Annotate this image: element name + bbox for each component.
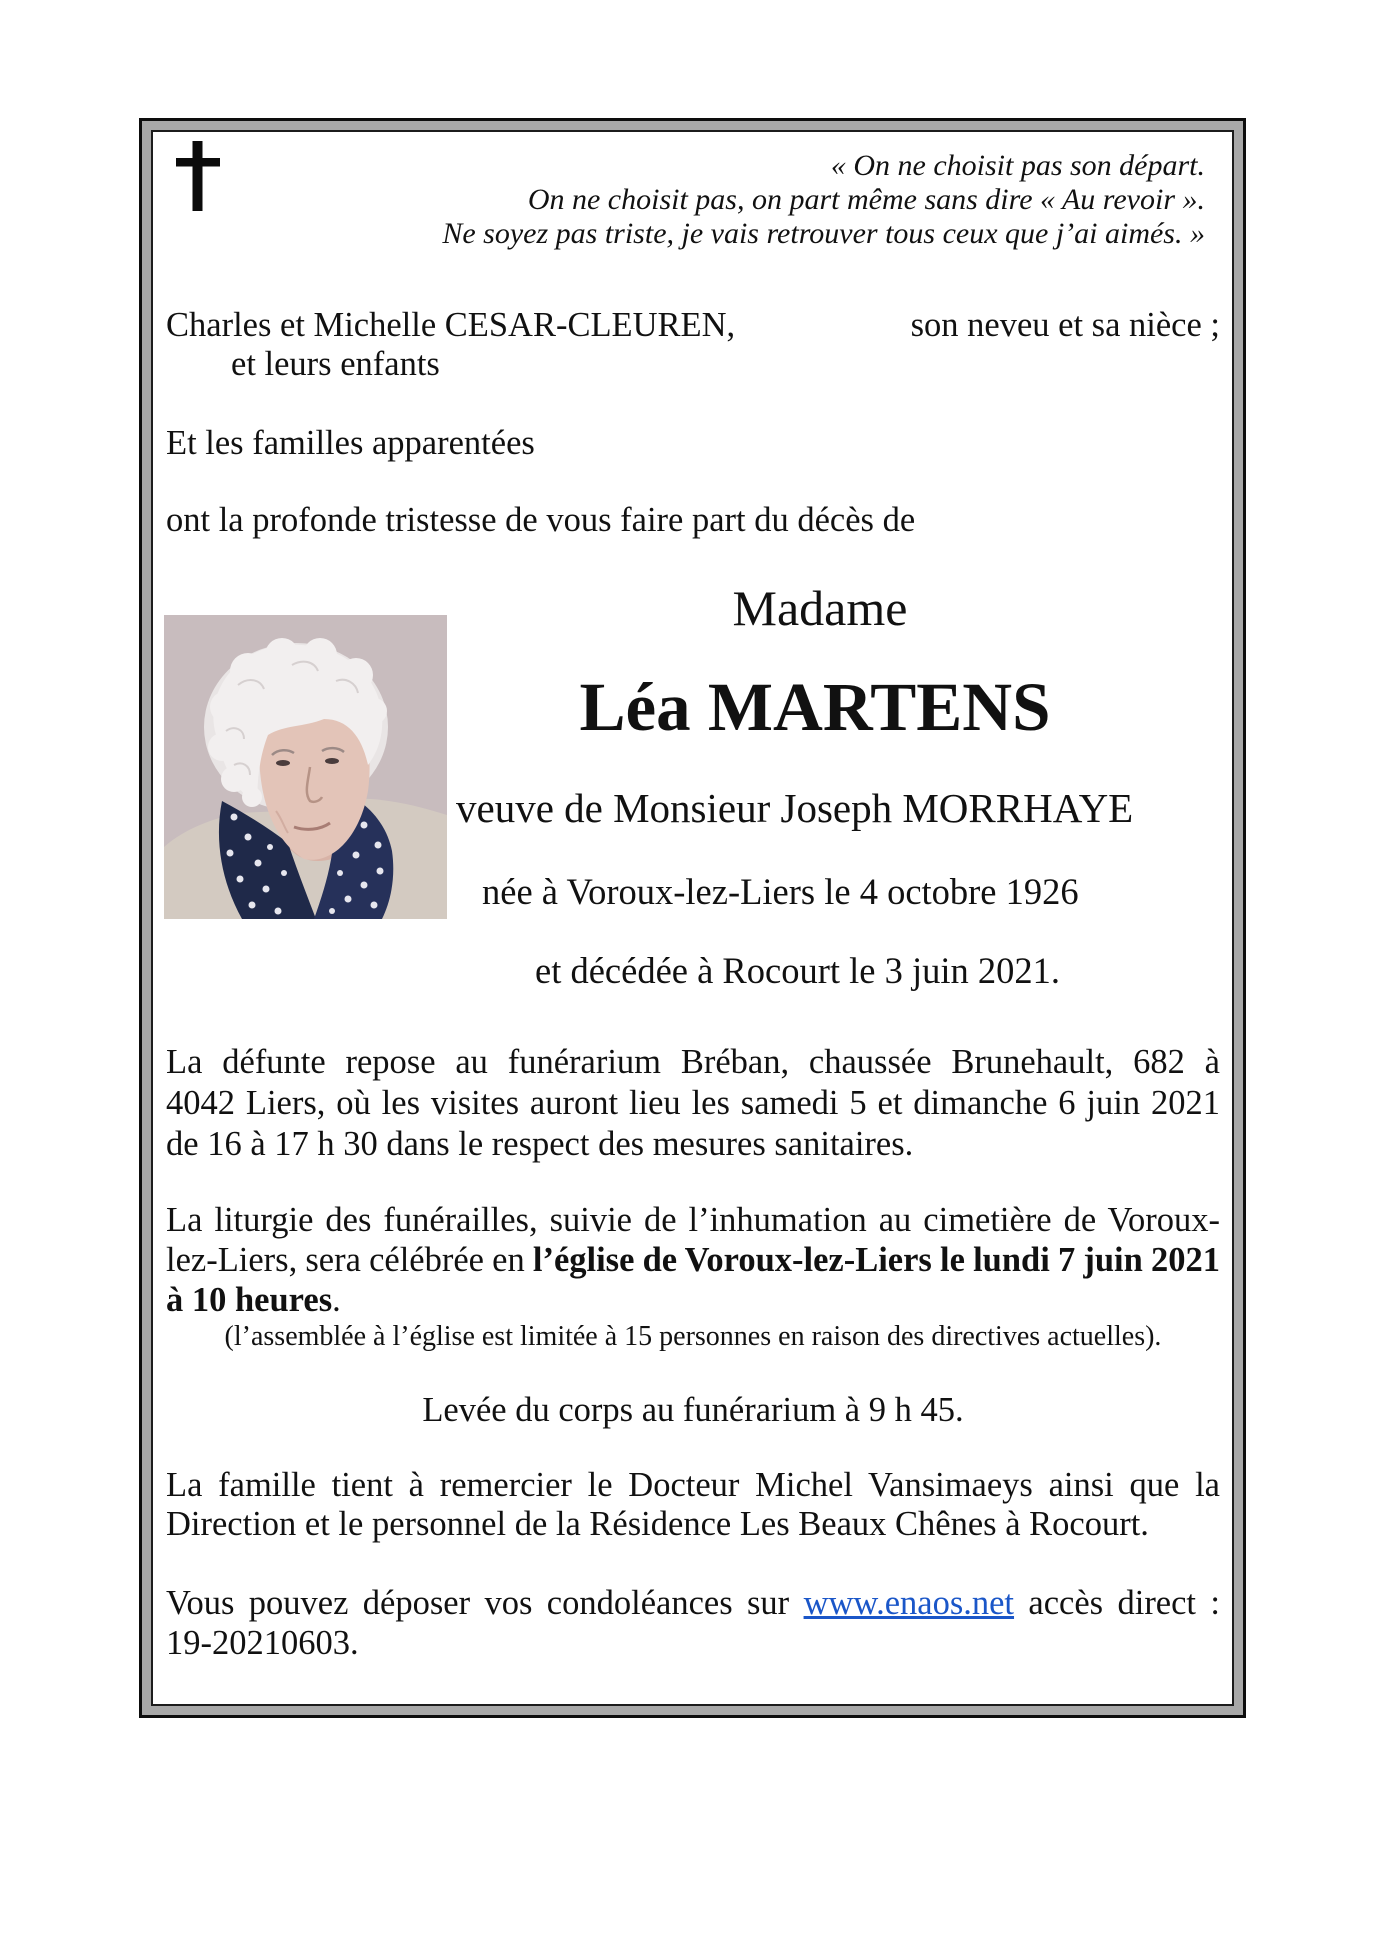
visitation-paragraph [166,1042,1220,1165]
deceased-widow-of: veuve de Monsieur Joseph MORRHAYE [456,785,1134,831]
condolences-text: Vous pouvez déposer vos condoléances sur [166,1584,804,1622]
deceased-title: Madame [732,580,908,636]
family-children: et leurs enfants [231,345,440,383]
liturgy-text: lez-Liers, sera célébrée en [166,1241,533,1279]
cross-icon [174,141,222,211]
thanks-paragraph [166,1466,1220,1544]
condolences-line [166,1583,1220,1623]
condolences-text: accès direct : [1014,1584,1220,1622]
quote-line: Ne soyez pas triste, je vais retrouver tous ceux que j’ai aimés. » [442,217,1205,250]
condolences-link[interactable]: www.enaos.net [803,1584,1015,1622]
deceased-death: et décédée à Rocourt le 3 juin 2021. [535,950,1061,991]
liturgy-line [166,1240,1220,1280]
announcement-text: ont la profonde tristesse de vous faire part du décès de [166,501,916,539]
condolences-paragraph [166,1583,1220,1663]
family-relation: son neveu et sa nièce ; [910,306,1220,344]
condolences-access-code: 19-20210603. [166,1624,359,1662]
family-names: Charles et Michelle CESAR-CLEUREN, [166,306,736,344]
liturgy-note: (l’assemblée à l’église est limitée à 15 personnes en raison des directives actuelles). [224,1321,1162,1352]
epigraph-quote [442,149,1205,251]
liturgy-text: . [332,1281,341,1319]
portrait-photo [164,615,447,919]
levee-text: Levée du corps au funérarium à 9 h 45. [422,1391,964,1429]
deceased-name: Léa MARTENS [579,669,1051,745]
visitation-line: 4042 Liers, où les visites auront lieu les samedi 5 et dimanche 6 juin 2021 [166,1084,1220,1122]
thanks-line: La famille tient à remercier le Docteur Michel Vansimaeys ainsi que la [166,1466,1220,1504]
quote-line: « On ne choisit pas son départ. [830,149,1205,182]
liturgy-line [166,1280,1220,1320]
deceased-birth: née à Voroux-lez-Liers le 4 octobre 1926 [482,871,1079,912]
liturgy-paragraph [166,1200,1220,1320]
liturgy-line: La liturgie des funérailles, suivie de l’inhumation au cimetière de Voroux- [166,1201,1220,1239]
quote-line: On ne choisit pas, on part même sans dire « Au revoir ». [527,183,1205,216]
family-relatives: Et les familles apparentées [166,424,535,462]
liturgy-emphasis: l’église de Voroux-lez-Liers le lundi 7 juin 2021 [532,1241,1221,1279]
liturgy-emphasis: à 10 heures [166,1281,333,1319]
thanks-line: Direction et le personnel de la Résidence Les Beaux Chênes à Rocourt. [166,1505,1149,1543]
visitation-line: La défunte repose au funérarium Bréban, chaussée Brunehault, 682 à [166,1043,1220,1081]
visitation-line: de 16 à 17 h 30 dans le respect des mesures sanitaires. [166,1125,914,1163]
